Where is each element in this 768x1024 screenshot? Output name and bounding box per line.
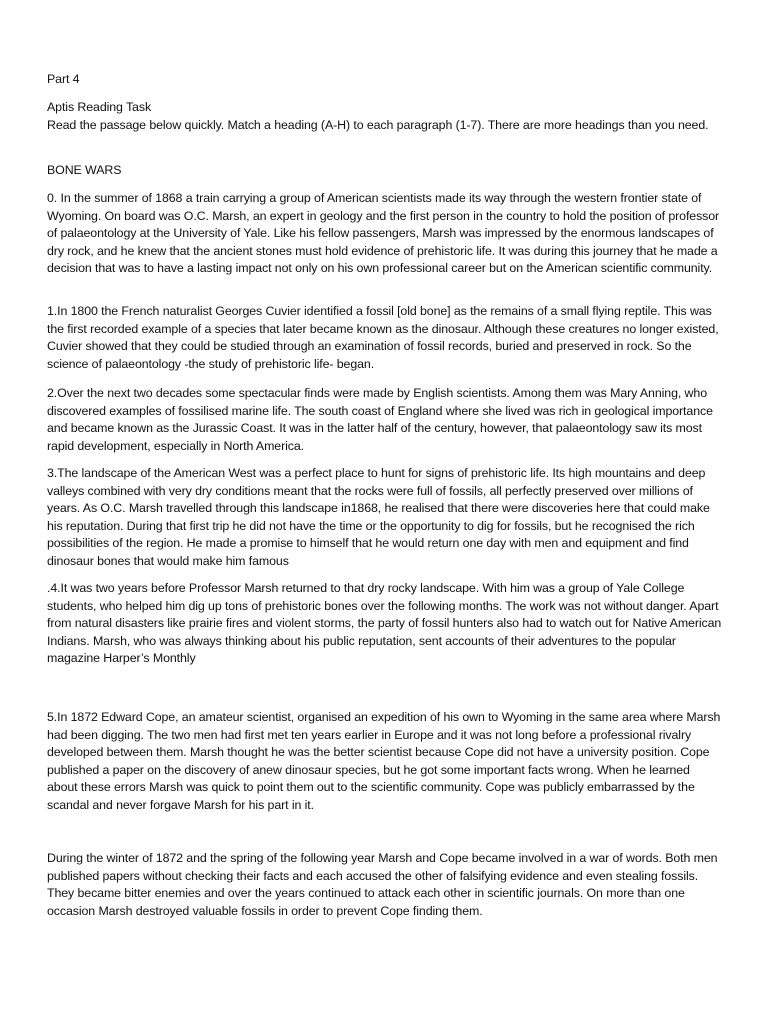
- paragraph-5: 5.In 1872 Edward Cope, an amateur scientist, organised an expedition of his own to Wyoming in the same area where Marsh had been digging. The two men had first met ten years earlier in Europe and it was not long before a professional rivalry developed between them. Marsh thought he was the better scientist because Cope did not have a university position. Cope published a paper on the discovery of anew dinosaur species, but he got some important facts wrong. When he learned about these errors Marsh was quick to point them out to the scientific community. Cope was publicly embarrassed by the scandal and never forgave Marsh for his part in it.: [47, 710, 721, 812]
- paragraph-0: 0. In the summer of 1868 a train carrying a group of American scientists made its way through the western frontier state of Wyoming. On board was O.C. Marsh, an expert in geology and the first person in the country to hold the position of professor of palaeontology at the University of Yale. Like his fellow passengers, Marsh was impressed by the enormous landscapes of dry rock, and he knew that the ancient stones must hold evidence of prehistoric life. It was during this journey that he made a decision that was to have a lasting impact not only on his own professional career but on the American scientific community.: [47, 191, 720, 276]
- part-label: Part 4: [47, 72, 80, 86]
- instructions: Read the passage below quickly. Match a heading (A-H) to each paragraph (1-7). There are more headings than you need.: [47, 118, 709, 132]
- document-page: [47, 0, 723, 1024]
- paragraph-3: 3.The landscape of the American West was a perfect place to hunt for signs of prehistoric life. Its high mountains and deep valleys combined with very dry conditions meant that the rocks were full of fossils, all perfectly preserved over millions of years. As O.C. Marsh travelled through this landscape in1868, he realised that there were discoveries here that could make his reputation. During that first trip he did not have the time or the opportunity to dig for fossils, but he recognised the rich possibilities of the region. He made a promise to himself that he would return one day with men and equipment and find dinosaur bones that would make him famous: [47, 466, 710, 568]
- paragraph-6: During the winter of 1872 and the spring of the following year Marsh and Cope became involved in a war of words. Both men published papers without checking their facts and each accused the other of falsifying evidence and even stealing fossils. They became bitter enemies and over the years continued to attack each other in scientific journals. On more than one occasion Marsh destroyed valuable fossils in order to prevent Cope finding them.: [47, 851, 718, 918]
- paragraph-2: 2.Over the next two decades some spectacular finds were made by English scientists. Among them was Mary Anning, who discovered examples of fossilised marine life. The south coast of England where she lived was rich in geological importance and became known as the Jurassic Coast. It was in the latter half of the century, however, that palaeontology saw its most rapid development, especially in North America.: [47, 386, 713, 453]
- task-title: Aptis Reading Task: [47, 100, 152, 114]
- paragraph-4: .4.It was two years before Professor Marsh returned to that dry rocky landscape. With him was a group of Yale College students, who helped him dig up tons of prehistoric bones over the following months. The work was not without danger. Apart from natural disasters like prairie fires and violent storms, the party of fossil hunters also had to watch out for Native American Indians. Marsh, who was always thinking about his public reputation, sent accounts of their adventures to the popular magazine Harper’s Monthly: [47, 581, 722, 666]
- paragraph-1: 1.In 1800 the French naturalist Georges Cuvier identified a fossil [old bone] as the remains of a small flying reptile. This was the first recorded example of a species that later became known as the dinosaur. Although these creatures no longer existed, Cuvier showed that they could be studied through an examination of fossil records, buried and preserved in rock. So the science of palaeontology -the study of prehistoric life- began.: [47, 304, 719, 371]
- passage-title: BONE WARS: [47, 163, 122, 177]
